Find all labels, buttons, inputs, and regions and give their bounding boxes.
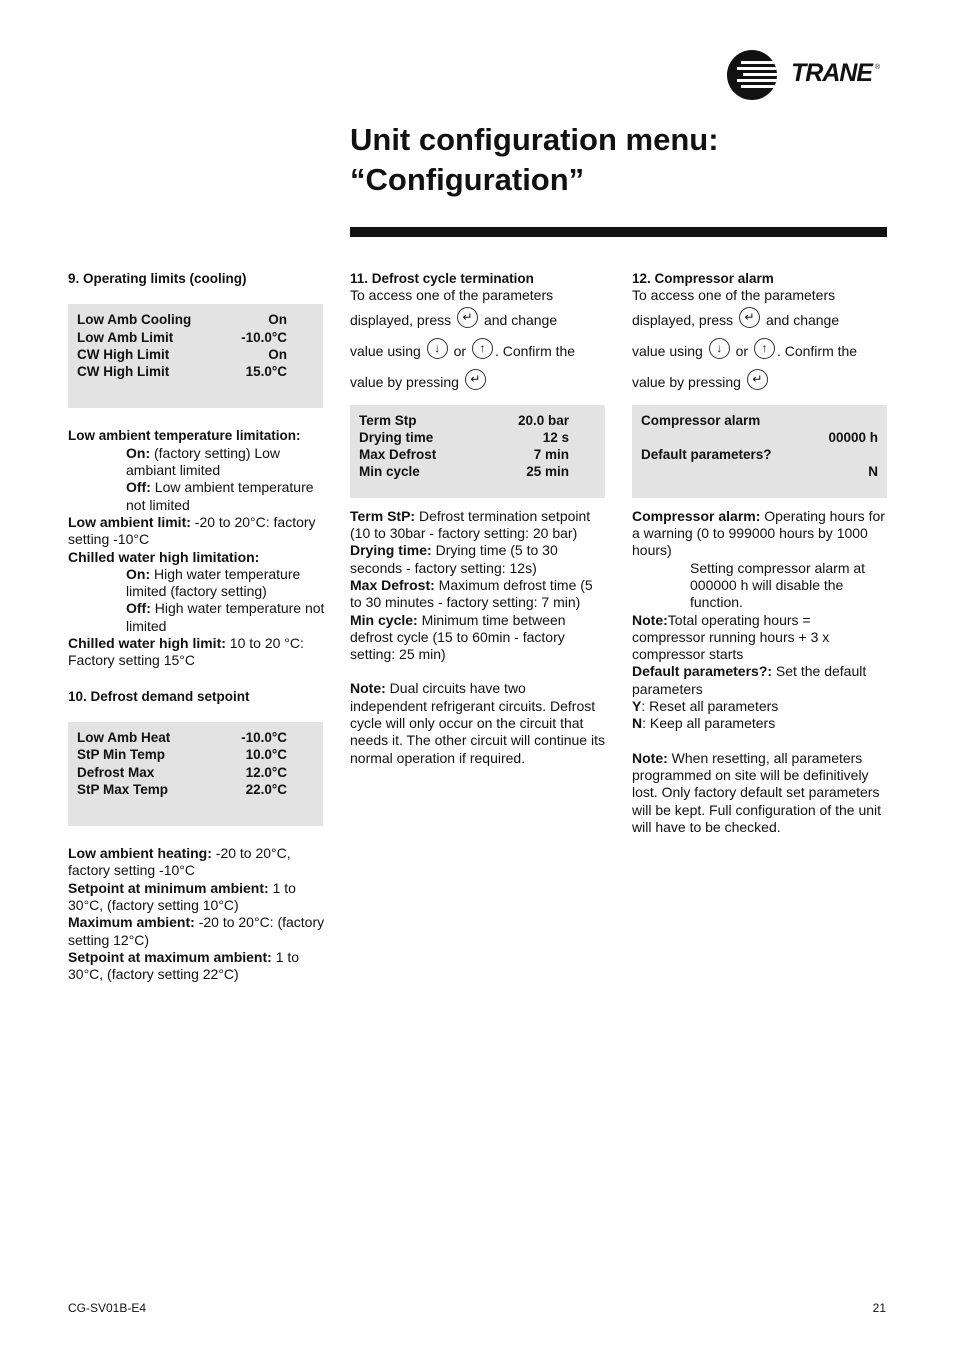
display-row <box>359 463 596 480</box>
title-rule <box>350 227 887 237</box>
display-label: CW High Limit <box>77 346 170 362</box>
defrost-demand-text <box>68 845 328 983</box>
intro-text <box>632 367 887 398</box>
down-arrow-key-icon: ↓ <box>709 338 730 359</box>
up-arrow-key-icon: ↑ <box>472 338 493 359</box>
term-text: Set the default parameters <box>632 663 867 697</box>
page-title-line-2: “Configuration” <box>350 162 585 197</box>
enter-key-icon: ↵ <box>747 369 768 390</box>
intro-fragment: displayed, press <box>350 311 452 328</box>
term-label: On: <box>126 565 151 582</box>
term-text: : Reset all parameters <box>641 698 779 715</box>
term-text: When resetting, all parameters programmed on site will be definitively lost. Only factory default set parameters will be kept. Full configuration of the unit will have to be checked. <box>632 749 882 835</box>
display-value: On <box>268 346 287 362</box>
display-label: Compressor alarm <box>641 412 761 428</box>
display-row <box>77 329 314 346</box>
page-title-line-1: Unit configuration menu: <box>350 122 719 157</box>
display-row <box>77 346 314 363</box>
intro-text: To access one of the parameters <box>350 287 554 304</box>
display-label: StP Min Temp <box>77 747 166 763</box>
intro-text <box>350 305 605 336</box>
display-label: Term Stp <box>359 412 417 428</box>
term-label: Y <box>632 698 642 715</box>
display-value: 7 min <box>533 447 569 463</box>
term-label: On: <box>126 444 151 461</box>
term-text: (factory setting) Low ambiant limited <box>126 444 281 479</box>
display-value: 12.0°C <box>245 764 287 780</box>
term-label: Maximum ambient: <box>68 914 195 931</box>
term-text: : Keep all parameters <box>642 715 776 732</box>
intro-text <box>632 305 887 336</box>
display-value: -10.0°C <box>241 729 287 745</box>
display-value: On <box>268 312 287 328</box>
term-text: Minimum time between defrost cycle (15 to 60min - factory setting: 25 min) <box>350 611 566 663</box>
term-text: Defrost termination setpoint (10 to 30bar - factory setting: 20 bar) <box>350 507 591 542</box>
intro-text <box>350 367 605 398</box>
section-11-heading: 11. Defrost cycle termination <box>350 271 534 286</box>
intro-fragment: displayed, press <box>632 311 734 328</box>
display-label: Low Amb Limit <box>77 329 174 345</box>
term-text: Operating hours for a warning (0 to 999000 hours by 1000 hours) <box>632 507 885 559</box>
display-value: 12 s <box>542 429 569 445</box>
intro-fragment: value by pressing <box>632 373 741 390</box>
term-label: Chilled water high limitation: <box>68 548 260 565</box>
display-label: Max Defrost <box>359 447 437 463</box>
display-label: Min cycle <box>359 464 420 480</box>
document-code: CG-SV01B-E4 <box>68 1301 147 1315</box>
display-label: Defrost Max <box>77 764 155 780</box>
intro-fragment: and change <box>765 311 840 328</box>
trane-logo <box>727 50 887 102</box>
term-label: Term StP: <box>350 507 416 524</box>
intro-fragment: . Confirm the <box>776 342 858 359</box>
column-compressor-alarm <box>632 270 887 836</box>
term-text: High water temperature limited (factory setting) <box>126 565 301 600</box>
page-title <box>350 120 910 200</box>
display-box-operating-limits <box>68 304 323 408</box>
enter-key-icon: ↵ <box>465 369 486 390</box>
intro-fragment: or <box>735 342 749 359</box>
term-text: -20 to 20°C: factory setting -10°C <box>68 513 316 548</box>
up-arrow-key-icon: ↑ <box>754 338 775 359</box>
intro-text <box>632 336 887 367</box>
display-label: Low Amb Cooling <box>77 312 192 328</box>
display-row <box>77 764 314 781</box>
term-label: Note: <box>632 611 668 628</box>
term-label: Chilled water high limit: <box>68 635 226 652</box>
registered-mark: ® <box>875 64 881 71</box>
display-value: -10.0°C <box>241 329 287 345</box>
display-label: StP Max Temp <box>77 781 169 797</box>
defrost-cycle-text <box>350 508 605 767</box>
term-text: Maximum defrost time (5 to 30 minutes - factory setting: 7 min) <box>350 576 593 611</box>
term-text: 10 to 20 °C: Factory setting 15°C <box>68 635 304 669</box>
display-box-compressor-alarm <box>632 405 887 498</box>
page-number: 21 <box>872 1301 886 1315</box>
column-operating-limits <box>68 270 328 984</box>
intro-fragment: and change <box>483 311 558 328</box>
term-label: Setpoint at minimum ambient: <box>68 879 269 896</box>
display-row <box>77 746 314 763</box>
intro-fragment: or <box>453 342 467 359</box>
term-label: N <box>632 715 643 732</box>
intro-text: To access one of the parameters <box>632 287 836 304</box>
term-text: Drying time (5 to 30 seconds - factory setting: 12s) <box>350 542 558 576</box>
display-label: Default parameters? <box>641 447 772 463</box>
term-text: Dual circuits have two independent refrigerant circuits. Defrost cycle will only occur on the circuit that needs it. The other circuit will continue its normal operation if required. <box>350 680 605 766</box>
term-label: Off: <box>126 479 151 496</box>
column-defrost-cycle <box>350 270 605 767</box>
term-text: -20 to 20°C, factory setting -10°C <box>68 845 291 879</box>
term-text: Total operating hours = compressor running hours + 3 x compressor starts <box>632 611 830 663</box>
display-value: 25 min <box>526 464 569 480</box>
intro-fragment: value using <box>632 342 703 359</box>
display-value: N <box>868 464 878 480</box>
section-12-heading: 12. Compressor alarm <box>632 271 774 286</box>
display-value: 20.0 bar <box>517 412 569 428</box>
enter-key-icon: ↵ <box>739 307 760 328</box>
display-row <box>359 429 596 446</box>
display-box-defrost-demand <box>68 722 323 826</box>
term-label: Compressor alarm: <box>632 507 761 524</box>
low-ambient-limitation-text <box>68 427 328 669</box>
term-label: Drying time: <box>350 542 432 559</box>
intro-text <box>350 336 605 367</box>
display-row <box>77 729 314 746</box>
display-row <box>359 446 596 463</box>
term-label: Low ambient temperature limitation: <box>68 428 301 444</box>
display-value: 00000 h <box>828 429 878 445</box>
term-label: Low ambient limit: <box>68 513 191 530</box>
display-row <box>77 311 314 328</box>
term-label: Off: <box>126 600 151 617</box>
trane-globe-icon <box>727 50 777 100</box>
trane-wordmark: TRANE <box>791 59 873 87</box>
term-label: Max Defrost: <box>350 576 435 593</box>
intro-fragment: value using <box>350 342 421 359</box>
display-value: 15.0°C <box>245 364 287 380</box>
display-value: 10.0°C <box>245 747 287 763</box>
section-10-heading: 10. Defrost demand setpoint <box>68 688 250 704</box>
term-text: Low ambient temperature not limited <box>126 479 314 513</box>
display-value: 22.0°C <box>245 781 287 797</box>
term-text: Setting compressor alarm at 000000 h will disable the function. <box>690 559 866 611</box>
term-label: Note: <box>632 749 668 766</box>
term-label: Min cycle: <box>350 611 418 628</box>
term-label: Low ambient heating: <box>68 845 212 862</box>
down-arrow-key-icon: ↓ <box>427 338 448 359</box>
intro-fragment: value by pressing <box>350 373 459 390</box>
compressor-alarm-text <box>632 508 887 836</box>
section-9-heading: 9. Operating limits (cooling) <box>68 271 247 286</box>
term-label: Default parameters?: <box>632 663 773 680</box>
term-label: Note: <box>350 680 386 697</box>
term-text: High water temperature not limited <box>126 600 325 634</box>
display-row <box>359 412 596 429</box>
intro-fragment: . Confirm the <box>494 342 576 359</box>
display-box-defrost-cycle <box>350 405 605 498</box>
display-row <box>77 363 314 380</box>
enter-key-icon: ↵ <box>457 307 478 328</box>
term-text: -20 to 20°C: (factory setting 12°C) <box>68 914 325 948</box>
display-label: CW High Limit <box>77 364 170 380</box>
term-label: Setpoint at maximum ambient: <box>68 948 272 965</box>
term-text: 1 to 30°C, (factory setting 22°C) <box>68 948 300 983</box>
display-label: Drying time <box>359 429 434 445</box>
term-text: 1 to 30°C, (factory setting 10°C) <box>68 879 296 914</box>
display-row <box>77 781 314 798</box>
display-label: Low Amb Heat <box>77 729 171 745</box>
